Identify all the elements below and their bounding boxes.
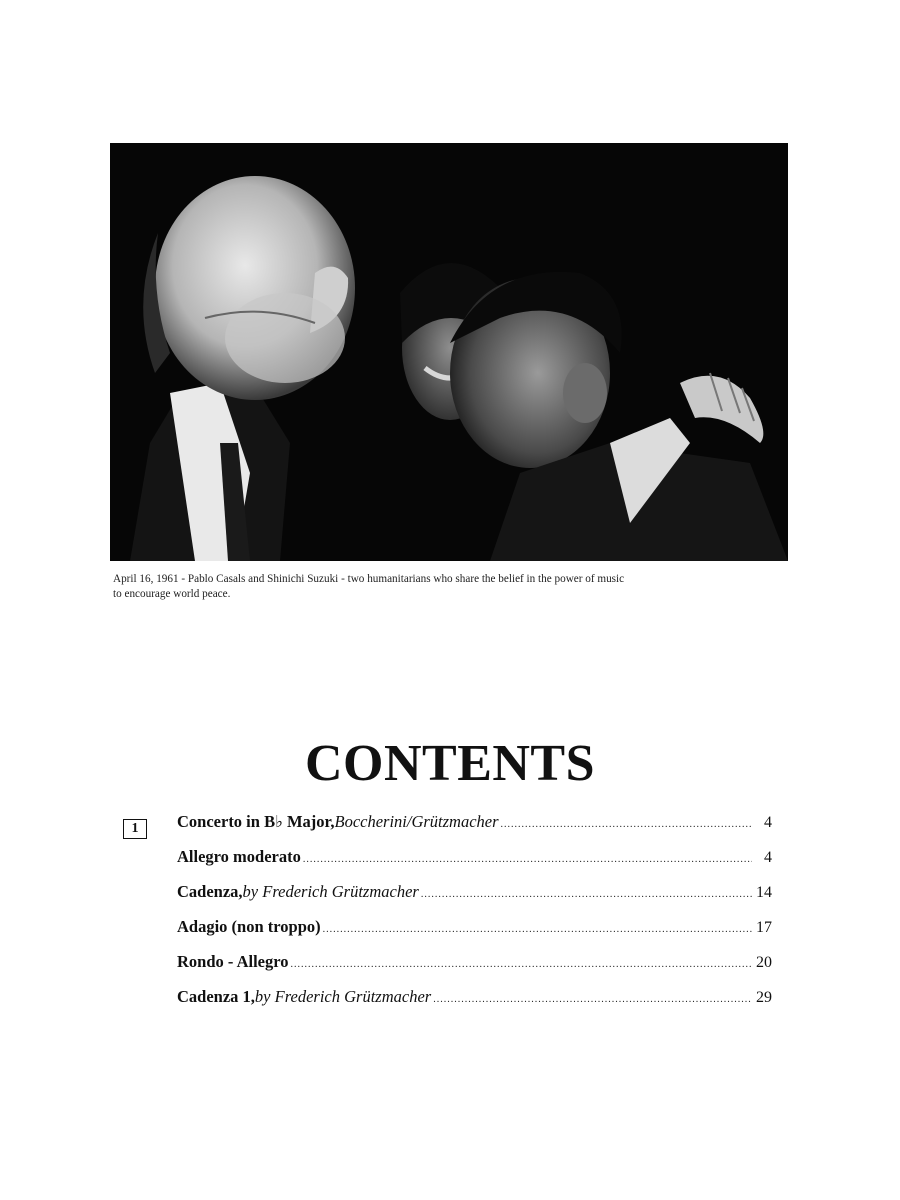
- toc-entry-page: 4: [764, 814, 772, 831]
- toc-entry-title: Rondo - Allegro: [177, 952, 289, 971]
- toc-entry[interactable]: [177, 987, 772, 1022]
- photo-caption: [113, 572, 793, 602]
- dot-leader: [323, 924, 752, 935]
- dot-leader: [421, 889, 752, 900]
- toc-entry-page: 20: [756, 954, 772, 971]
- toc-entry-title: Concerto in B♭ Major,: [177, 812, 335, 831]
- toc-entry-composer: by Frederich Grützmacher: [254, 987, 432, 1006]
- toc-entry-page: 4: [764, 849, 772, 866]
- casals-suzuki-photo: [110, 143, 788, 561]
- photograph-image: [110, 143, 788, 561]
- toc-entry-composer: Boccherini/Grützmacher: [334, 812, 499, 831]
- toc-entry-page: 17: [756, 919, 772, 936]
- contents-heading: CONTENTS: [304, 735, 596, 792]
- volume-number-badge: 1: [123, 819, 147, 839]
- toc-entry-title: Cadenza,: [177, 882, 243, 901]
- caption-line-1: April 16, 1961 - Pablo Casals and Shinichi Suzuki - two humanitarians who share the belief in the power of music: [113, 573, 625, 585]
- dot-leader: [433, 994, 752, 1005]
- toc-entry[interactable]: [177, 847, 772, 882]
- toc-entry-title: Cadenza 1,: [177, 987, 255, 1006]
- toc-entry[interactable]: [177, 952, 772, 987]
- toc-entry-title: Adagio (non troppo): [177, 917, 321, 936]
- caption-line-2: to encourage world peace.: [113, 588, 231, 600]
- toc-entry-composer: by Frederich Grützmacher: [242, 882, 419, 901]
- toc-entry[interactable]: [177, 882, 772, 917]
- dot-leader: [303, 854, 752, 865]
- toc-entry-page: 29: [756, 989, 772, 1006]
- dot-leader: [501, 819, 752, 830]
- toc-entry-page: 14: [756, 884, 772, 901]
- table-of-contents: [177, 812, 772, 1022]
- toc-entry-title: Allegro moderato: [177, 847, 301, 866]
- toc-entry[interactable]: [177, 812, 772, 847]
- dot-leader: [291, 959, 752, 970]
- toc-entry[interactable]: [177, 917, 772, 952]
